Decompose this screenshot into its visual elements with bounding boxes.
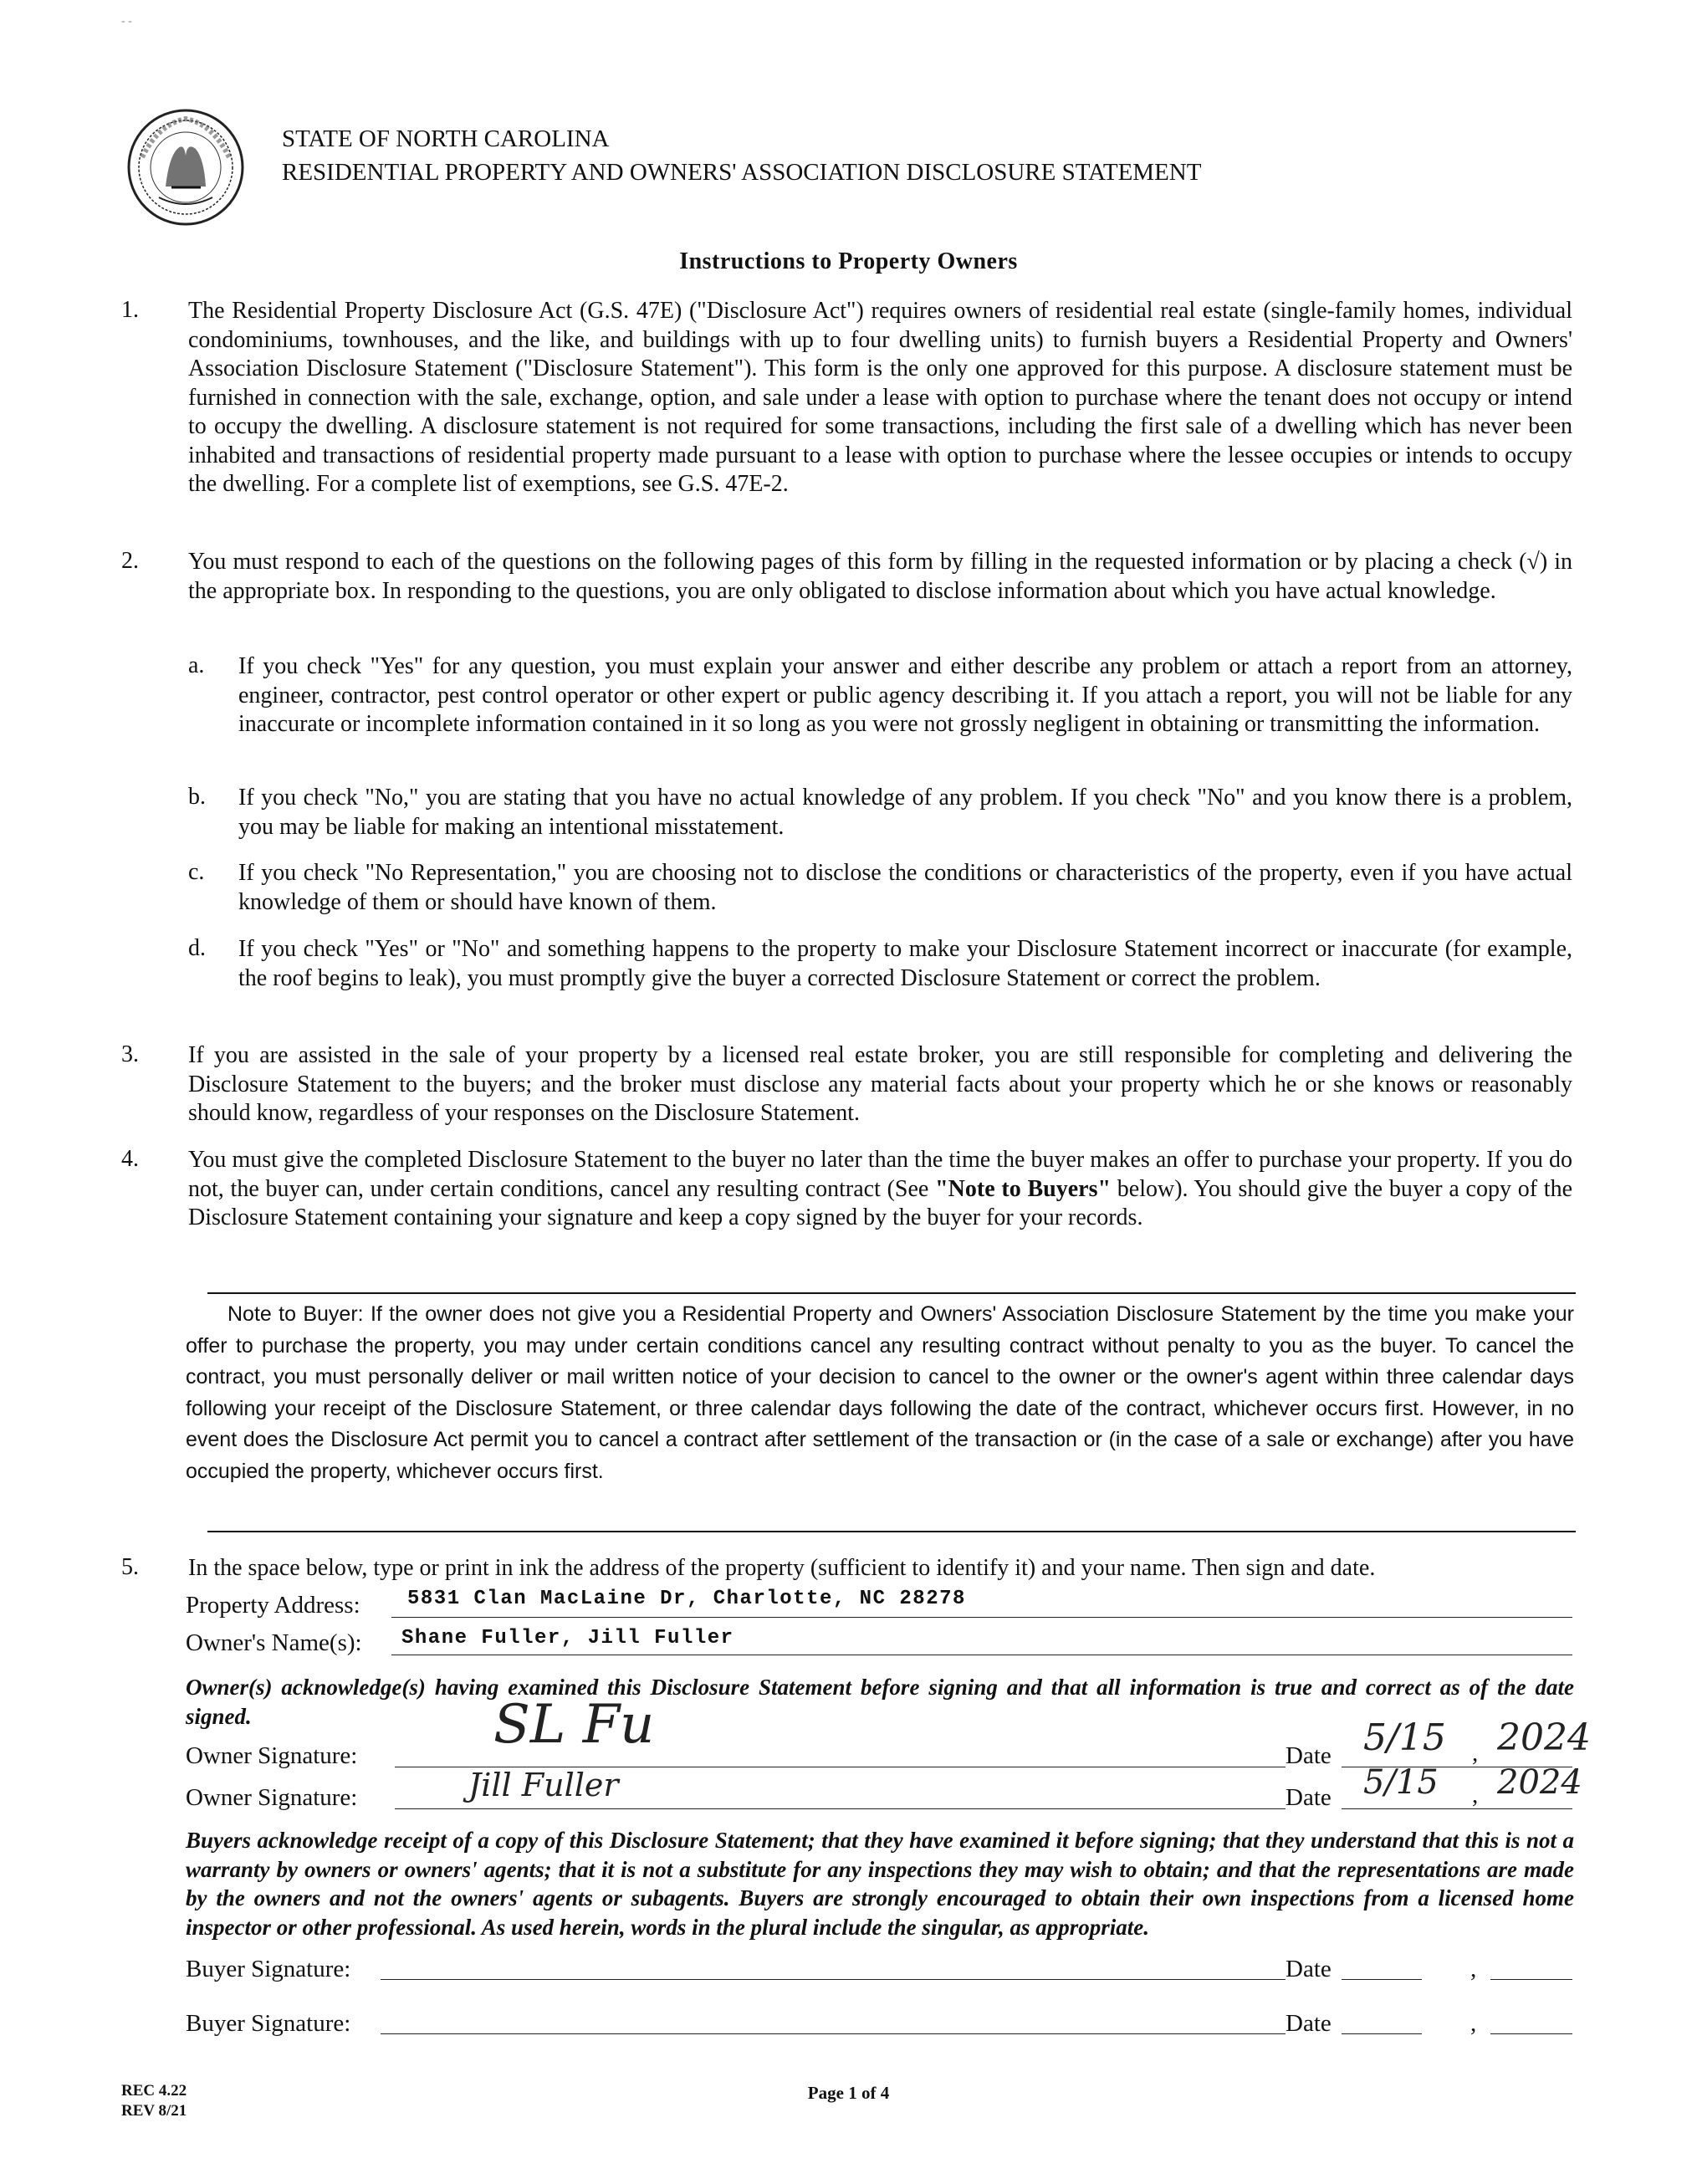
date-label: Date bbox=[1286, 1742, 1332, 1769]
owner2-year[interactable]: 2024 bbox=[1497, 1763, 1582, 1802]
item-number: 5. bbox=[121, 1554, 139, 1580]
note-to-buyer: Note to Buyer: If the owner does not give you a Residential Property and Owners' Association Disclosure Statement by the time you make your offer to purchase the property, you may under certain conditions cancel any resulting contract without penalty to you as the buyer. To cancel the contract, you must personally deliver or mail written notice of your decision to cancel to the owner or the owner's agent within three calendar days following your receipt of the Disclosure Statement, or three calendar days following the date of the contract, whichever occurs first. However, in no event does the Disclosure Act permit you to cancel a contract after settlement of the transaction or (in the case of a sale or exchange) after you have occupied the property, whichever occurs first. bbox=[186, 1302, 1574, 1483]
subitem-letter: a. bbox=[188, 652, 205, 678]
date-comma: , bbox=[1472, 1740, 1479, 1767]
owner-signature-label: Owner Signature: bbox=[186, 1784, 358, 1811]
document-state-title: STATE OF NORTH CAROLINA bbox=[282, 125, 610, 152]
owner-signature-label: Owner Signature: bbox=[186, 1742, 358, 1769]
buyer-signature-label: Buyer Signature: bbox=[186, 1956, 351, 1982]
buyer2-date-line[interactable] bbox=[1342, 2033, 1422, 2034]
owner2-signature[interactable]: Jill Fuller bbox=[468, 1767, 619, 1803]
owners-names-label: Owner's Name(s): bbox=[186, 1629, 362, 1656]
item-number: 3. bbox=[121, 1041, 139, 1067]
page-number: Page 1 of 4 bbox=[807, 2083, 890, 2103]
buyer-signature-line[interactable] bbox=[381, 2033, 1286, 2034]
property-address-underline bbox=[391, 1617, 1572, 1618]
corner-mark: - - bbox=[121, 15, 132, 28]
instruction-item-5: In the space below, type or print in ink the address of the property (sufficient to identify it) and your name. Then sign and date. bbox=[188, 1555, 1376, 1581]
date-comma: , bbox=[1470, 2010, 1477, 2037]
instruction-item-1: The Residential Property Disclosure Act (G.S. 47E) ("Disclosure Act") requires owners of residential real estate (single-family homes, individual condominiums, townhouses, and the like, and buildings with up to four dwelling units) to furnish buyers a Residential Property and Owners' Association Disclosure Statement ("Disclosure Statement"). This form is the only one approved for this purpose. A disclosure statement must be furnished in connection with the sale, exchange, option, and sale under a lease with option to purchase where the tenant does not occupy or intend to occupy the dwelling. A disclosure statement is not required for some transactions, including the first sale of a dwelling which has never been inhabited and transactions of residential property made pursuant to a lease with option to purchase where the lessee occupies or intends to occupy the dwelling. For a complete list of exemptions, see G.S. 47E-2. bbox=[188, 298, 1572, 497]
buyer-signature-label: Buyer Signature: bbox=[186, 2010, 351, 2037]
subitem-b: If you check "No," you are stating that you have no actual knowledge of any problem. If you check "No" and you know there is a problem, you may be liable for making an intentional misstatement. bbox=[238, 785, 1572, 840]
note-bottom-rule bbox=[207, 1531, 1576, 1532]
revision-text: REV 8/21 bbox=[121, 2102, 187, 2120]
subitem-a: If you check "Yes" for any question, you must explain your answer and either describe any problem or attach a report from an attorney, engineer, contractor, pest control operator or other expert or public agency describing it. If you attach a report, you will not be liable for any inaccurate or incomplete information contained in it so long as you were not grossly negligent in obtaining or transmitting the information. bbox=[238, 653, 1572, 737]
owner1-signature[interactable]: SL Fu bbox=[493, 1694, 655, 1756]
property-address-label: Property Address: bbox=[186, 1592, 360, 1619]
owner2-date[interactable]: 5/15 bbox=[1363, 1763, 1439, 1802]
subitem-letter: d. bbox=[188, 935, 206, 961]
note-top-rule bbox=[207, 1292, 1576, 1294]
instructions-heading: Instructions to Property Owners bbox=[679, 248, 1018, 274]
subitem-letter: b. bbox=[188, 784, 206, 810]
date-comma: , bbox=[1470, 1956, 1477, 1982]
buyer-signature-line[interactable] bbox=[381, 1979, 1286, 1980]
item-number: 1. bbox=[121, 297, 139, 323]
owner-acknowledgement: Owner(s) acknowledge(s) having examined this Disclosure Statement before signing and that all information is true and correct as of the date signed. bbox=[186, 1675, 1574, 1729]
item-number: 2. bbox=[121, 548, 139, 574]
date-label: Date bbox=[1286, 1956, 1332, 1982]
buyer1-year-line[interactable] bbox=[1490, 1979, 1572, 1980]
buyer-acknowledgement: Buyers acknowledge receipt of a copy of this Disclosure Statement; that they have examined it before signing; that they understand that this is not a warranty by owners or owners' agents; that it is not a substitute for any inspections they may wish to obtain; and that the representations are made by the owners and not the owners' agents or subagents. Buyers are strongly encouraged to obtain their own inspections from a licensed home inspector or other professional. As used herein, words in the plural include the singular, as appropriate. bbox=[186, 1828, 1574, 1940]
owners-names-field[interactable]: Shane Fuller, Jill Fuller bbox=[401, 1627, 734, 1650]
instruction-item-3: If you are assisted in the sale of your property by a licensed real estate broker, you are still responsible for completing and delivering the Disclosure Statement to the buyers; and the broker must disclose any material facts about your property which he or she knows or reasonably should know, regardless of your responses on the Disclosure Statement. bbox=[188, 1042, 1572, 1126]
subitem-d: If you check "Yes" or "No" and something happens to the property to make your Disclosure Statement incorrect or inaccurate (for example, the roof begins to leak), you must promptly give the buyer a corrected Disclosure Statement or correct the problem. bbox=[238, 936, 1572, 991]
state-seal-icon bbox=[125, 107, 247, 228]
owner1-date[interactable]: 5/15 bbox=[1363, 1716, 1446, 1759]
buyer1-date-line[interactable] bbox=[1342, 1979, 1422, 1980]
instruction-item-4: You must give the completed Disclosure Statement to the buyer no later than the time the buyer makes an offer to purchase your property. If you do not, the buyer can, under certain conditions, cancel any resulting contract (See "Note to Buyers" below). You should give the buyer a copy of the Disclosure Statement containing your signature and keep a copy signed by the buyer for your records. bbox=[188, 1147, 1573, 1230]
owner1-year[interactable]: 2024 bbox=[1497, 1716, 1591, 1759]
subitem-letter: c. bbox=[188, 859, 205, 885]
date-label: Date bbox=[1286, 2010, 1332, 2037]
property-address-field[interactable]: 5831 Clan MacLaine Dr, Charlotte, NC 28278 bbox=[407, 1588, 966, 1610]
owner2-date-line bbox=[1342, 1808, 1572, 1809]
buyer2-year-line[interactable] bbox=[1490, 2033, 1572, 2034]
date-label: Date bbox=[1286, 1784, 1332, 1811]
item-number: 4. bbox=[121, 1146, 139, 1172]
instruction-item-2: You must respond to each of the questions on the following pages of this form by filling in the requested information or by placing a check (√) in the appropriate box. In responding to the questions, you are only obligated to disclose information about which you have actual knowledge. bbox=[188, 549, 1572, 604]
date-comma: , bbox=[1472, 1782, 1479, 1808]
subitem-c: If you check "No Representation," you are choosing not to disclose the conditions or characteristics of the property, even if you have actual knowledge of them or should have known of them. bbox=[238, 860, 1572, 915]
owner-signature-line bbox=[395, 1808, 1286, 1809]
form-code-text: REC 4.22 bbox=[121, 2082, 187, 2100]
document-title: RESIDENTIAL PROPERTY AND OWNERS' ASSOCIATION DISCLOSURE STATEMENT bbox=[282, 159, 1202, 186]
